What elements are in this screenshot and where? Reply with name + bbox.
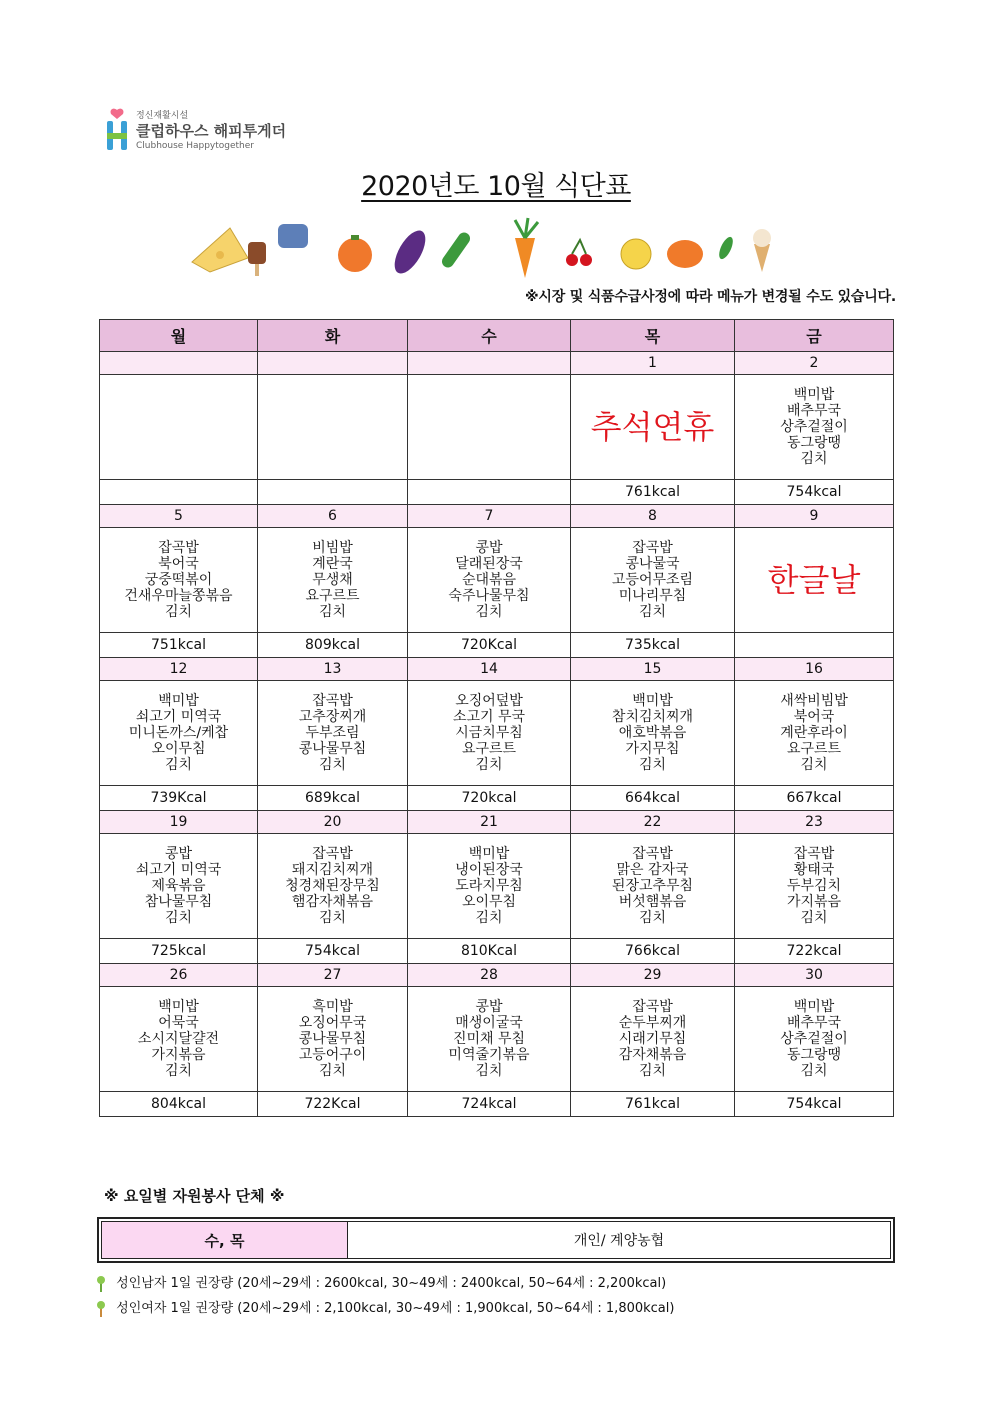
date-cell: 1 <box>571 352 735 375</box>
menu-item: 돼지김치찌개 <box>291 862 374 878</box>
menu-item: 백미밥 <box>158 999 199 1015</box>
menu-cell <box>571 681 735 786</box>
menu-item: 김치 <box>318 910 347 926</box>
menu-item: 시금치무침 <box>455 725 523 741</box>
menu-cell <box>258 987 408 1092</box>
menu-row <box>100 375 894 480</box>
menu-item: 잡곡밥 <box>632 999 673 1015</box>
volunteer-group: 개인/ 계양농협 <box>348 1222 891 1259</box>
menu-row <box>100 681 894 786</box>
menu-cell <box>408 987 571 1092</box>
menu-item: 김치 <box>800 1063 828 1079</box>
cheese-icon <box>192 228 248 272</box>
menu-cell <box>258 528 408 633</box>
menu-item: 백미밥 <box>793 387 835 403</box>
menu-cell <box>571 987 735 1092</box>
date-row <box>100 658 894 681</box>
date-cell: 9 <box>735 505 894 528</box>
menu-item: 가지무침 <box>625 741 680 757</box>
menu-item: 매생이굴국 <box>455 1015 523 1031</box>
menu-cell <box>100 681 258 786</box>
menu-item: 콩밥 <box>164 846 193 862</box>
menu-item: 김치 <box>800 451 828 467</box>
menu-item: 상추겉절이 <box>780 1031 848 1047</box>
weekday-header-row <box>100 320 894 352</box>
menu-item: 북어국 <box>158 556 199 572</box>
menu-item: 김치 <box>638 910 667 926</box>
menu-item: 백미밥 <box>632 693 673 709</box>
menu-item: 오징어무국 <box>298 1015 367 1031</box>
menu-item: 콩밥 <box>475 540 503 556</box>
menu-cell <box>571 834 735 939</box>
calorie-cell: 720Kcal <box>408 633 571 658</box>
date-row <box>100 352 894 375</box>
pumpkin-icon <box>667 240 703 268</box>
menu-item: 감자채볶음 <box>618 1047 687 1063</box>
menu-item: 백미밥 <box>158 693 199 709</box>
date-cell: 27 <box>258 964 408 987</box>
menu-item: 잡곡밥 <box>793 846 835 862</box>
leaf-bullet-icon <box>96 1301 106 1317</box>
menu-row <box>100 987 894 1092</box>
date-cell: 8 <box>571 505 735 528</box>
menu-item: 진미채 무침 <box>452 1031 526 1047</box>
menu-item: 콩나물무침 <box>298 1031 367 1047</box>
menu-item: 오이무침 <box>151 741 206 757</box>
menu-item: 잡곡밥 <box>632 846 673 862</box>
date-cell: 6 <box>258 505 408 528</box>
menu-item: 김치 <box>638 604 667 620</box>
menu-item: 잡곡밥 <box>312 846 353 862</box>
menu-item: 김치 <box>164 757 193 773</box>
menu-cell <box>571 375 735 480</box>
calorie-cell: 754kcal <box>258 939 408 964</box>
calorie-cell: 766kcal <box>571 939 735 964</box>
calorie-cell: 725kcal <box>100 939 258 964</box>
menu-item: 달래된장국 <box>455 556 523 572</box>
date-cell <box>258 352 408 375</box>
weekday-header: 목 <box>571 320 735 352</box>
calorie-cell: 809kcal <box>258 633 408 658</box>
menu-item: 요구르트 <box>786 741 842 757</box>
calorie-cell: 754kcal <box>735 1092 894 1117</box>
menu-item: 미나리무침 <box>618 588 687 604</box>
cherry-icon <box>566 240 592 266</box>
menu-item: 잡곡밥 <box>158 540 199 556</box>
date-cell: 19 <box>100 811 258 834</box>
menu-item: 두부김치 <box>786 878 842 894</box>
male-calorie-note <box>96 1272 666 1292</box>
menu-item: 버섯햄볶음 <box>618 894 687 910</box>
calorie-cell: 761kcal <box>571 480 735 505</box>
menu-item: 소시지달걀전 <box>137 1031 220 1047</box>
calorie-row <box>100 939 894 964</box>
date-cell: 2 <box>735 352 894 375</box>
meal-calendar-table <box>99 319 894 1117</box>
logo-name: 클럽하우스 해피투게더 <box>136 122 287 140</box>
menu-cell <box>100 987 258 1092</box>
calorie-row <box>100 480 894 505</box>
volunteer-section-title: ※ 요일별 자원봉사 단체 ※ <box>104 1187 285 1205</box>
menu-item: 김치 <box>800 910 828 926</box>
calorie-cell: 689kcal <box>258 786 408 811</box>
menu-item: 궁중떡볶이 <box>144 572 213 588</box>
menu-item: 김치 <box>475 757 503 773</box>
menu-item: 가지볶음 <box>786 894 842 910</box>
menu-cell <box>408 834 571 939</box>
menu-row <box>100 528 894 633</box>
calorie-cell: 804kcal <box>100 1092 258 1117</box>
calorie-cell: 754kcal <box>735 480 894 505</box>
weekday-header: 화 <box>258 320 408 352</box>
date-cell: 7 <box>408 505 571 528</box>
menu-item: 순대볶음 <box>461 572 517 588</box>
menu-cell <box>735 528 894 633</box>
menu-cell <box>408 681 571 786</box>
menu-item: 백미밥 <box>468 846 510 862</box>
calorie-cell: 722Kcal <box>258 1092 408 1117</box>
menu-cell <box>735 375 894 480</box>
menu-item: 콩나물무침 <box>298 741 367 757</box>
logo-english-name: Clubhouse Happytogether <box>136 141 254 151</box>
menu-cell <box>100 375 258 480</box>
calorie-row <box>100 633 894 658</box>
holiday-label: 한글날 <box>767 561 861 599</box>
leaf-bullet-icon <box>96 1276 106 1292</box>
date-cell: 30 <box>735 964 894 987</box>
clubhouse-logo <box>104 104 304 156</box>
menu-item: 콩나물국 <box>625 556 680 572</box>
menu-item: 김치 <box>164 1063 193 1079</box>
menu-cell <box>408 375 571 480</box>
menu-item: 무생채 <box>312 572 353 588</box>
menu-item: 배추무국 <box>786 1015 842 1031</box>
menu-item: 고등어구이 <box>298 1047 367 1063</box>
calorie-cell: 667kcal <box>735 786 894 811</box>
date-cell: 13 <box>258 658 408 681</box>
date-cell <box>408 352 571 375</box>
menu-item: 참나물무침 <box>144 894 213 910</box>
date-cell: 14 <box>408 658 571 681</box>
menu-item: 잡곡밥 <box>312 693 353 709</box>
menu-cell <box>100 834 258 939</box>
cucumber-icon <box>440 230 473 270</box>
weekday-header: 금 <box>735 320 894 352</box>
date-cell: 23 <box>735 811 894 834</box>
menu-item: 오징어덮밥 <box>455 693 523 709</box>
date-row <box>100 964 894 987</box>
menu-cell <box>735 987 894 1092</box>
menu-item: 어묵국 <box>158 1015 199 1031</box>
date-cell: 20 <box>258 811 408 834</box>
holiday-label: 추석연휴 <box>590 408 715 446</box>
menu-item: 고추장찌개 <box>298 709 367 725</box>
calorie-cell: 751kcal <box>100 633 258 658</box>
menu-change-notice: ※시장 및 식품수급사정에 따라 메뉴가 변경될 수도 있습니다. <box>524 289 896 305</box>
menu-item: 동그랑땡 <box>786 1047 842 1063</box>
calorie-row <box>100 1092 894 1117</box>
menu-cell <box>100 528 258 633</box>
menu-item: 김치 <box>318 1063 347 1079</box>
menu-item: 잡곡밥 <box>632 540 673 556</box>
menu-item: 된장고추무침 <box>611 878 694 894</box>
menu-item: 제육볶음 <box>151 878 206 894</box>
date-cell: 28 <box>408 964 571 987</box>
eggplant-icon <box>388 226 431 279</box>
date-cell: 26 <box>100 964 258 987</box>
menu-item: 흑미밥 <box>312 999 353 1015</box>
menu-cell <box>735 681 894 786</box>
menu-item: 비빔밥 <box>312 540 353 556</box>
apple-icon <box>621 239 651 269</box>
menu-cell <box>258 681 408 786</box>
female-calorie-note <box>96 1297 674 1317</box>
date-cell: 5 <box>100 505 258 528</box>
food-illustration-banner <box>170 210 780 280</box>
menu-cell <box>258 375 408 480</box>
calorie-row <box>100 786 894 811</box>
carrot-icon <box>515 218 538 278</box>
menu-item: 미역줄기볶음 <box>448 1047 530 1063</box>
menu-item: 참치김치찌개 <box>611 709 694 725</box>
menu-item: 김치 <box>164 604 193 620</box>
calorie-cell: 739Kcal <box>100 786 258 811</box>
menu-cell <box>258 834 408 939</box>
date-cell: 29 <box>571 964 735 987</box>
menu-item: 숙주나물무침 <box>448 588 530 604</box>
menu-item: 순두부찌개 <box>618 1015 687 1031</box>
calorie-cell: 810Kcal <box>408 939 571 964</box>
calorie-cell <box>258 480 408 505</box>
menu-item: 김치 <box>164 910 193 926</box>
menu-cell <box>408 528 571 633</box>
menu-item: 김치 <box>475 1063 503 1079</box>
menu-item: 김치 <box>638 1063 667 1079</box>
menu-item: 계란후라이 <box>780 725 848 741</box>
menu-item: 상추겉절이 <box>780 419 848 435</box>
date-cell <box>100 352 258 375</box>
date-row <box>100 505 894 528</box>
menu-item: 황태국 <box>793 862 835 878</box>
calorie-cell <box>735 633 894 658</box>
calorie-cell <box>408 480 571 505</box>
menu-item: 냉이된장국 <box>455 862 523 878</box>
female-calorie-text: 성인여자 1일 권장량 (20세~29세 : 2,100kcal, 30~49세 : 1,900kcal, 50~64세 : 1,800kcal) <box>116 1301 675 1316</box>
calorie-cell: 735kcal <box>571 633 735 658</box>
popsicle-icon <box>248 242 266 276</box>
menu-item: 김치 <box>318 757 347 773</box>
menu-cell <box>571 528 735 633</box>
calorie-cell: 761kcal <box>571 1092 735 1117</box>
menu-item: 요구르트 <box>305 588 360 604</box>
volunteer-table <box>97 1217 895 1263</box>
menu-item: 고등어무조림 <box>611 572 694 588</box>
persimmon-icon <box>338 235 372 272</box>
menu-item: 콩밥 <box>475 999 503 1015</box>
page-title-text: 2020년도 10월 식단표 <box>361 171 631 202</box>
menu-item: 건새우마늘쫑볶음 <box>124 588 233 604</box>
menu-item: 오이무침 <box>461 894 517 910</box>
menu-item: 맑은 감자국 <box>616 862 689 878</box>
meal-calendar-body <box>100 352 894 1117</box>
menu-item: 백미밥 <box>793 999 835 1015</box>
male-calorie-text: 성인남자 1일 권장량 (20세~29세 : 2600kcal, 30~49세 : 2400kcal, 50~64세 : 2,200kcal) <box>116 1276 667 1291</box>
menu-item: 김치 <box>475 910 503 926</box>
date-cell: 12 <box>100 658 258 681</box>
date-cell: 15 <box>571 658 735 681</box>
menu-item: 새싹비빔밥 <box>780 693 848 709</box>
menu-item: 애호박볶음 <box>618 725 687 741</box>
calorie-cell <box>100 480 258 505</box>
menu-item: 시래기무침 <box>618 1031 687 1047</box>
menu-item: 김치 <box>318 604 347 620</box>
weekday-header: 월 <box>100 320 258 352</box>
date-cell: 16 <box>735 658 894 681</box>
calorie-cell: 720kcal <box>408 786 571 811</box>
calorie-cell: 664kcal <box>571 786 735 811</box>
menu-item: 소고기 무국 <box>452 709 526 725</box>
menu-item: 김치 <box>638 757 667 773</box>
menu-item: 햄감자채볶음 <box>291 894 374 910</box>
menu-item: 도라지무침 <box>455 878 523 894</box>
logo-subtitle: 정신재활시설 <box>136 111 189 121</box>
date-cell: 21 <box>408 811 571 834</box>
menu-item: 쇠고기 미역국 <box>135 862 222 878</box>
calorie-cell: 724kcal <box>408 1092 571 1117</box>
menu-item: 미니돈까스/케찹 <box>128 725 229 741</box>
date-row <box>100 811 894 834</box>
menu-item: 김치 <box>475 604 503 620</box>
menu-item: 계란국 <box>312 556 353 572</box>
menu-item: 쇠고기 미역국 <box>135 709 222 725</box>
date-cell: 22 <box>571 811 735 834</box>
menu-item: 청경채된장무침 <box>285 878 380 894</box>
menu-item: 요구르트 <box>461 741 517 757</box>
menu-item: 북어국 <box>793 709 835 725</box>
ice-cream-icon <box>753 229 771 272</box>
menu-item: 김치 <box>800 757 828 773</box>
menu-item: 가지볶음 <box>151 1047 206 1063</box>
menu-item: 두부조림 <box>305 725 360 741</box>
menu-item: 배추무국 <box>786 403 842 419</box>
menu-cell <box>735 834 894 939</box>
menu-row <box>100 834 894 939</box>
weekday-header: 수 <box>408 320 571 352</box>
page-title <box>0 164 992 203</box>
volunteer-days-label: 수, 목 <box>102 1222 348 1259</box>
calorie-cell: 722kcal <box>735 939 894 964</box>
menu-item: 동그랑땡 <box>786 435 842 451</box>
lunchbox-icon <box>278 224 308 248</box>
logo-h-icon <box>104 108 130 152</box>
pepper-icon <box>716 235 735 261</box>
